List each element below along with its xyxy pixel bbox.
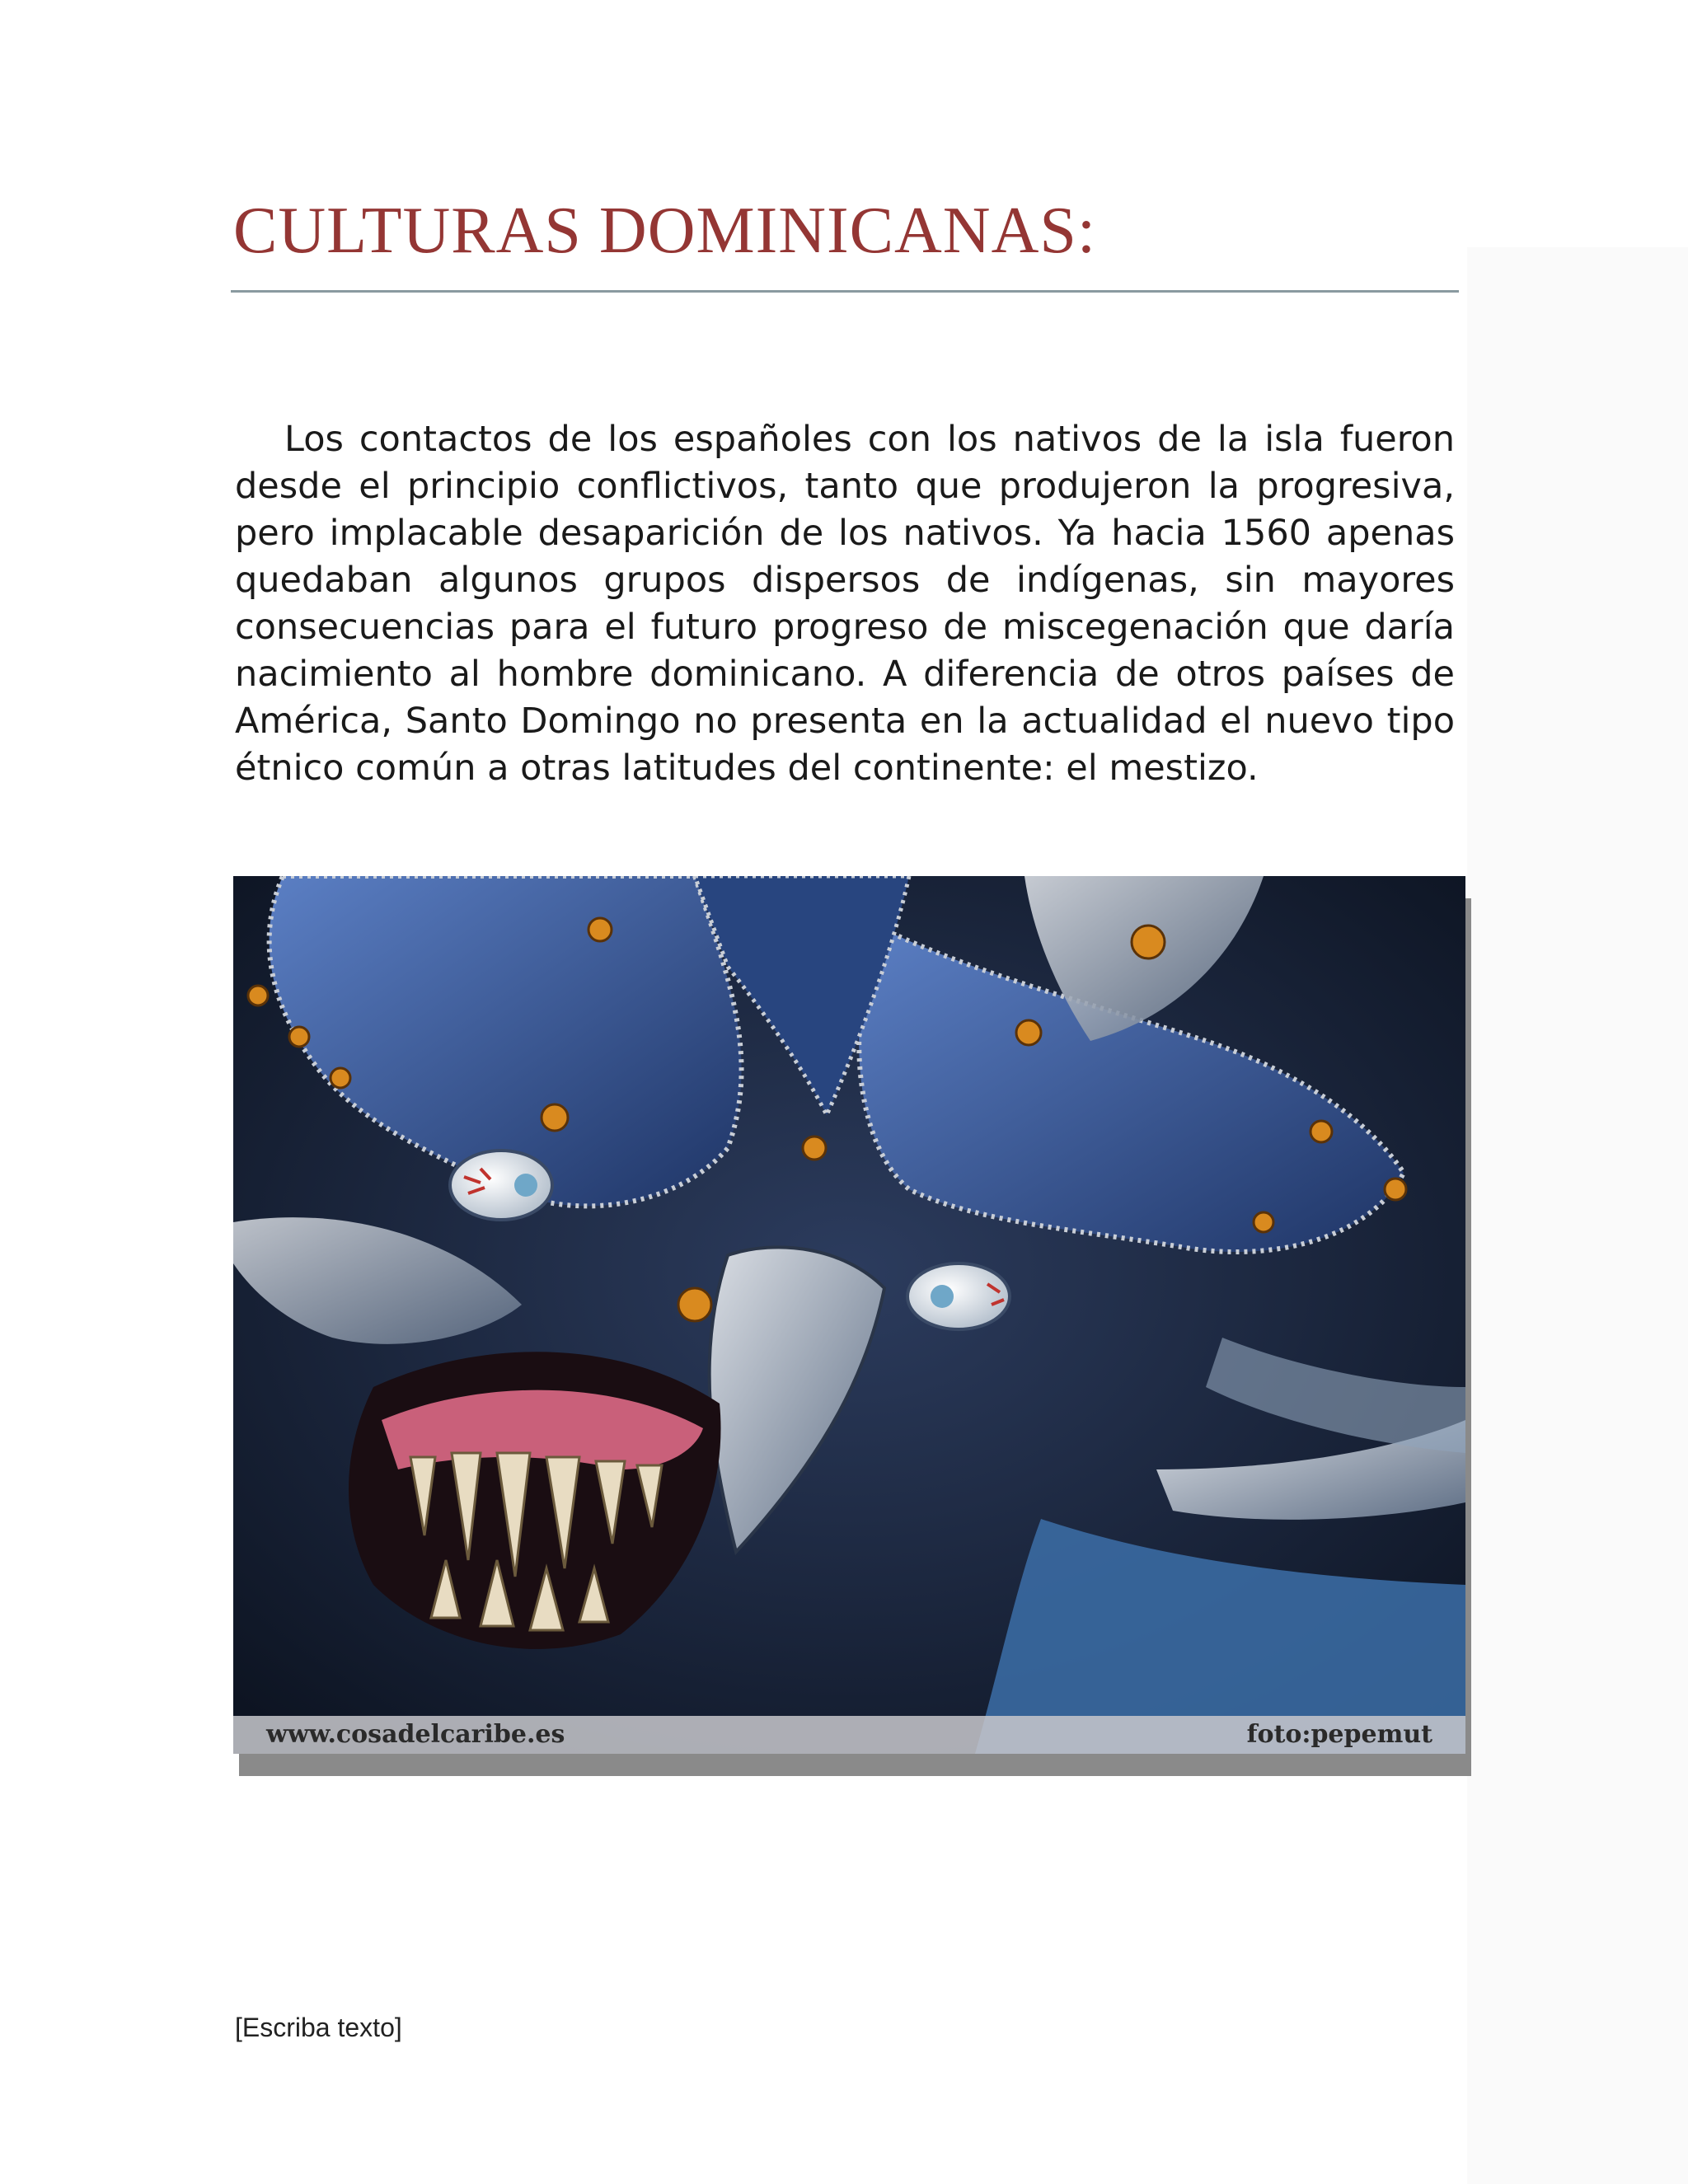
photo-watermark-strip: [233, 1716, 1465, 1754]
document-title: CULTURAS DOMINICANAS:: [233, 194, 1097, 267]
photo-credit: foto:pepemut: [1246, 1720, 1432, 1749]
body-paragraph: Los contactos de los españoles con los nativos de la isla fueron desde el principio conflictivos, tanto que produjeron la progresiva, pero implacable desaparición de los nativos. Ya hacia 1560 apenas quedaban algunos grupos dispersos de indígenas, sin mayores consecuencias para el futuro progreso de miscegenación que daría nacimiento al hombre dominicano. A diferencia de otros países de América, Santo Domingo no presenta en la actualidad el nuevo tipo étnico común a otras latitudes del continente: el mestizo.: [235, 419, 1455, 789]
mask-photo: [233, 876, 1465, 1754]
footer-placeholder[interactable]: [Escriba texto]: [235, 2013, 402, 2042]
left-eyeball: [450, 1151, 552, 1220]
page-margin-shade: [1467, 247, 1688, 2184]
title-underline: [231, 290, 1459, 293]
carnival-mask-illustration: [233, 876, 1465, 1754]
photo-watermark-site: www.cosadelcaribe.es: [266, 1720, 565, 1749]
right-eyeball: [907, 1263, 1010, 1329]
